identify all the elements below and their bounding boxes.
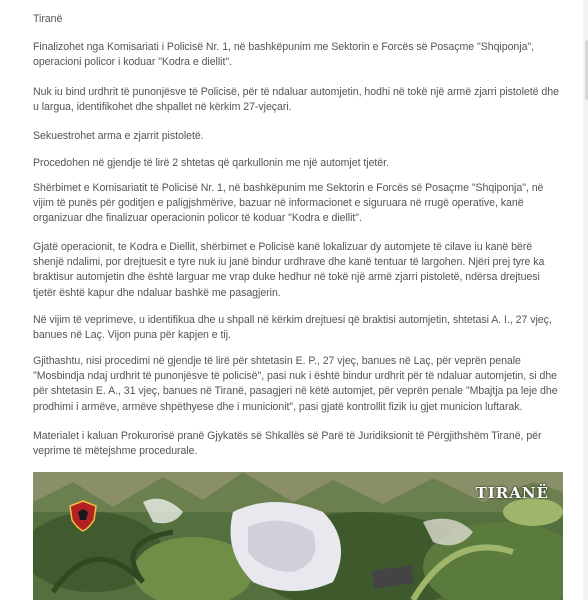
- paragraph-3: Sekuestrohet arma e zjarrit pistoletë.: [33, 130, 204, 142]
- police-badge-icon: [69, 500, 97, 532]
- paragraph-4: Procedohen në gjendje të lirë 2 shtetas që qarkullonin me një automjet tjetër.: [33, 157, 389, 169]
- paragraph-7: Në vijim të veprimeve, u identifikua dhe u shpall në kërkim drejtuesi që braktisi automjetin, shtetasi A. I., 27 vjeç, banues në Laç. Vijon puna për kapjen e tij.: [33, 314, 552, 342]
- paragraph-5: Shërbimet e Komisariatit të Policisë Nr. 1, në bashkëpunim me Sektorin e Forcës së Posaçme "Shqiponja", në vijim të punës për goditjen e paligjshmërive, bazuar në informacionet e siguruara në rrugë operative, kanë organizuar dhe finalizuar operacionin policor të koduar "Kodra e diellit".: [33, 182, 544, 225]
- paragraph-8: Gjithashtu, nisi procedimi në gjendje të lirë për shtetasin E. P., 27 vjeç, banues në Laç, për veprën penale "Mosbindja ndaj urdhrit të punonjësve të policisë", pasi nuk i është bindur urdhrit për të ndaluar automjetin, si dhe për shtetasin E. A., 31 vjeç, banues në Tiranë, pasagjeri në këtë automjet, për veprën penale "Mbajtja pa leje dhe prodhimi i armëve, armëve shpëthyese dhe i municionit", pasi gjatë kontrollit fizik iu gjet municion luftarak.: [33, 355, 558, 413]
- paragraph-2: Nuk iu bind urdhrit të punonjësve të Policisë, për të ndaluar automjetin, hodhi në tokë një armë zjarri pistoletë dhe u largua, identifikohet dhe shpallet në kërkim 27-vjeçari.: [33, 86, 559, 114]
- paragraph-1: Finalizohet nga Komisariati i Policisë Nr. 1, në bashkëpunim me Sektorin e Forcës së Posaçme "Shqiponja", operacioni policor i koduar "Kodra e diellit".: [33, 41, 535, 69]
- photo-watermark: TIRANË: [475, 484, 549, 502]
- paragraph-6: Gjatë operacionit, te Kodra e Diellit, shërbimet e Policisë kanë lokalizuar dy automjete të cilave iu kanë bërë shenjë ndalimi, por drejtuesit e tyre nuk iu janë bindur urdhrave dhe kanë tentuar të largohen. Njëri prej tyre ka braktisur automjetin dhe është larguar me vrap duke hedhur në tokë një armë zjarri pistoletë, ndërsa drejtuesi tjetër është kapur dhe ndaluar bashkë me pasagjerin.: [33, 241, 545, 299]
- article-photo: [33, 472, 563, 600]
- paragraph-9: Materialet i kaluan Prokurorisë pranë Gjykatës së Shkallës së Parë të Juridiksionit të Përgjithshëm Tiranë, për veprime të mëtejshme procedurale.: [33, 430, 542, 458]
- dateline: Tiranë: [33, 13, 63, 25]
- page-scrollbar[interactable]: [583, 0, 588, 600]
